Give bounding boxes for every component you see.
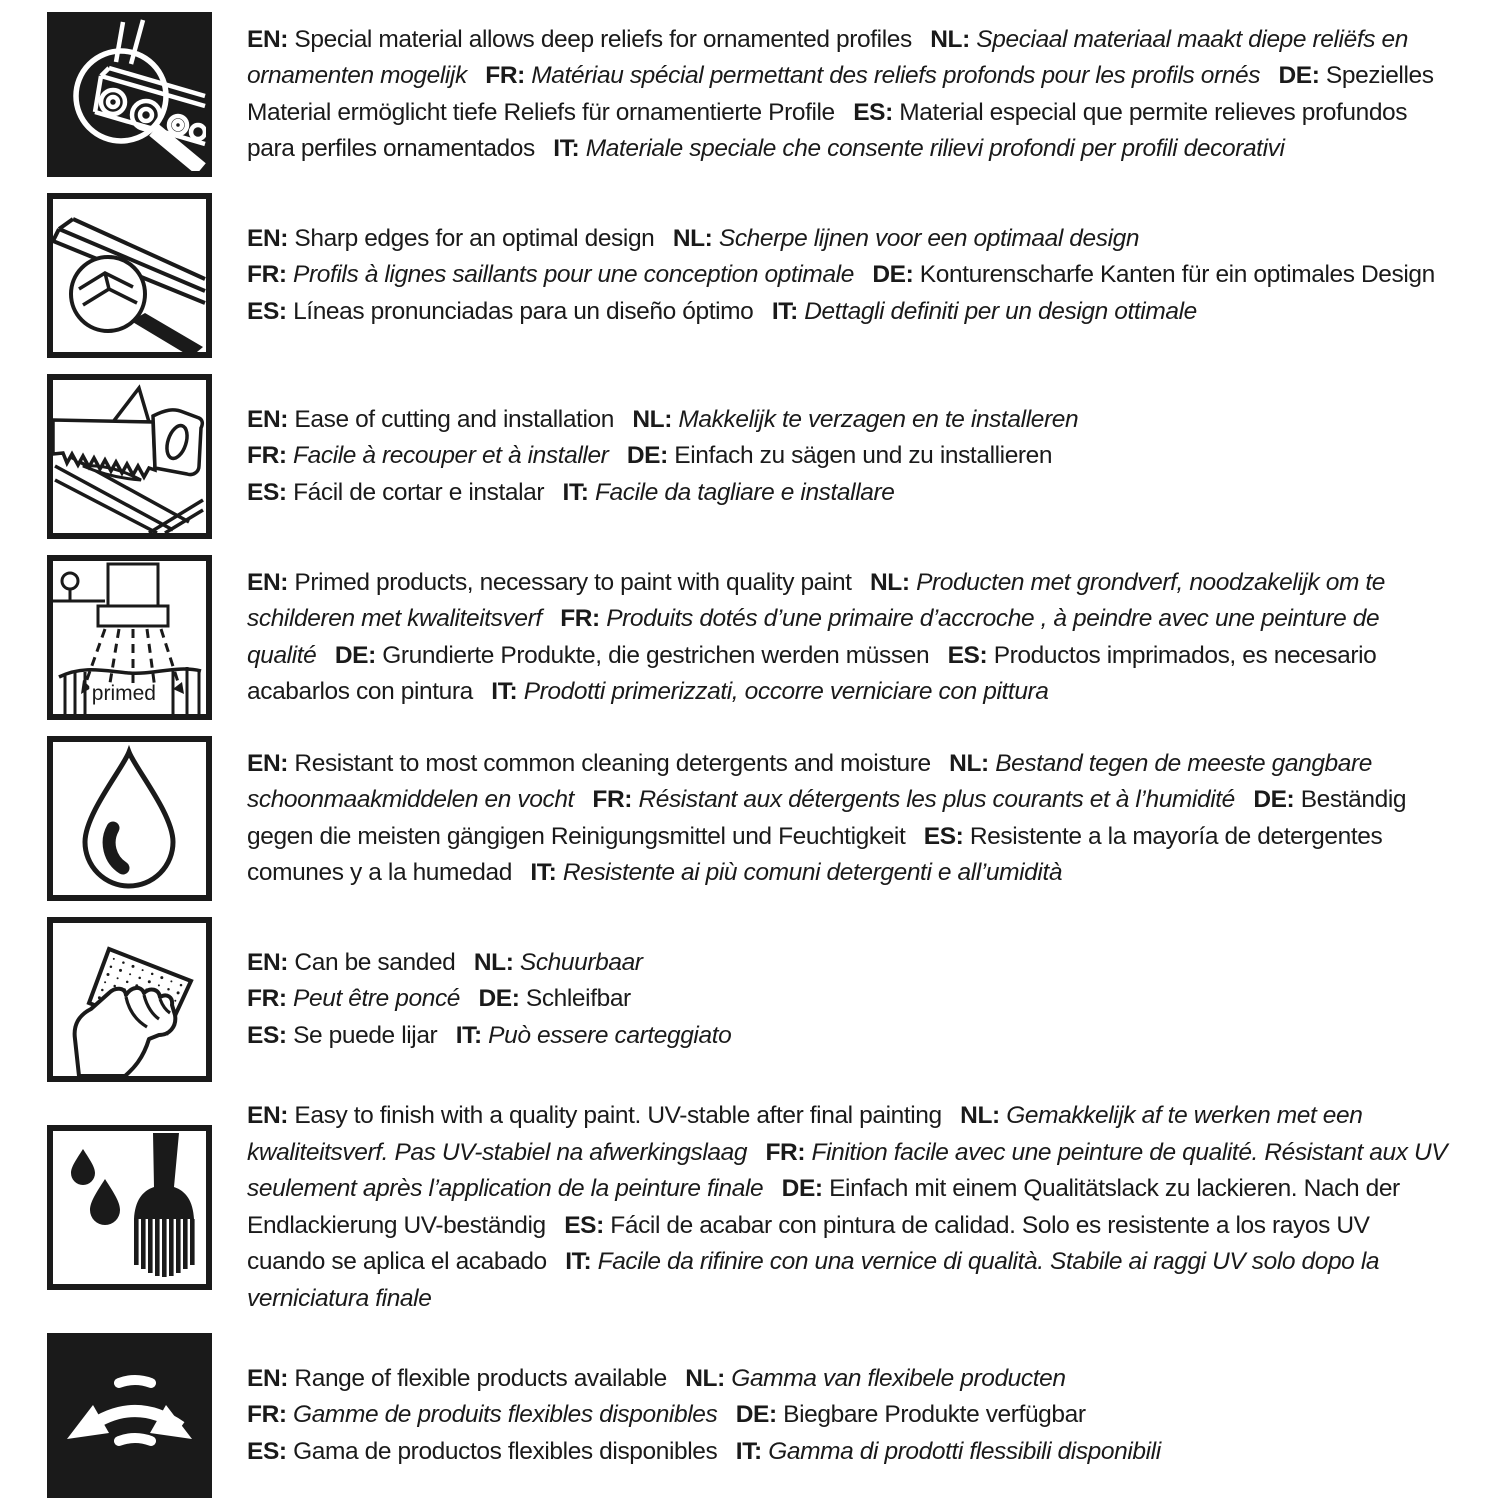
feature-text: Finition facile avec une peinture de qualité. Résistant aux UV seulement après l’application de la peinture finale <box>247 1138 1448 1202</box>
sanding-hand-icon <box>47 917 212 1082</box>
feature-segment-en <box>247 225 654 252</box>
feature-segment-en <box>247 1365 667 1392</box>
language-label-en: EN: <box>247 568 288 596</box>
language-label-it: IT: <box>565 1248 592 1275</box>
feature-text: Easy to finish with a quality paint. UV-stable after final painting <box>294 1102 942 1129</box>
feature-text: Peut être poncé <box>293 985 461 1013</box>
feature-text: Gamma van flexibele producten <box>731 1364 1066 1392</box>
language-label-en: EN: <box>247 1102 288 1129</box>
feature-row <box>47 1098 1452 1317</box>
feature-text: Speciaal materiaal maakt diepe reliëfs en ornamenten mogelijk <box>247 25 1408 89</box>
feature-text: Líneas pronunciadas para un diseño óptimo <box>293 297 754 325</box>
language-label-es: ES: <box>247 1021 287 1049</box>
language-label-it: IT: <box>562 478 589 506</box>
feature-segment-it <box>456 1022 732 1049</box>
feature-row <box>47 555 1452 720</box>
feature-description <box>247 22 1452 168</box>
feature-description <box>247 746 1452 892</box>
feature-segment-it <box>491 678 1048 705</box>
feature-segment-nl <box>685 1365 1065 1392</box>
feature-row <box>47 12 1452 177</box>
feature-segment-en <box>247 569 852 596</box>
feature-text: Facile à recouper et à installer <box>293 442 609 470</box>
feature-text: Produits dotés d’une primaire d’accroche , à peindre avec une peinture de qualité <box>247 605 1380 669</box>
language-label-it: IT: <box>455 1021 482 1049</box>
feature-segment-en <box>247 750 931 777</box>
language-label-en: EN: <box>247 405 288 433</box>
language-label-en: EN: <box>247 224 288 252</box>
language-label-en: EN: <box>247 25 288 53</box>
feature-text: Facile da tagliare e installare <box>594 478 895 506</box>
feature-text: Primed products, necessary to paint with quality paint <box>294 568 852 596</box>
feature-segment-de <box>335 642 929 669</box>
feature-segment-en <box>247 406 614 433</box>
feature-text: Konturenscharfe Kanten für ein optimales Design <box>919 261 1435 289</box>
feature-row <box>47 374 1452 539</box>
feature-row <box>47 1333 1452 1498</box>
icon-caption: primed <box>89 683 159 704</box>
language-label-en: EN: <box>247 1364 288 1392</box>
feature-segment-es <box>247 1022 437 1049</box>
feature-text: Gama de productos flexibles disponibles <box>293 1437 718 1465</box>
feature-text: Fácil de cortar e instalar <box>293 478 545 506</box>
feature-text: Beständig gegen die meisten gängigen Reinigungsmittel und Feuchtigkeit <box>247 786 1407 850</box>
feature-row <box>47 917 1452 1082</box>
feature-text: Resistente ai più comuni detergenti e all’umidità <box>562 859 1063 886</box>
language-label-de: DE: <box>1253 786 1295 813</box>
feature-segment-fr <box>592 786 1235 813</box>
feature-segment-it <box>530 859 1062 886</box>
feature-text: Grundierte Produkte, die gestrichen werden müssen <box>382 641 930 669</box>
feature-text: Spezielles Material ermöglicht tiefe Reliefs für ornamentierte Profile <box>247 62 1434 126</box>
feature-text: Resistente a la mayoría de detergentes comunes y a la humedad <box>247 822 1383 886</box>
feature-text: Resistant to most common cleaning detergents and moisture <box>294 749 931 777</box>
feature-segment-fr <box>247 1401 717 1428</box>
language-label-fr: FR: <box>247 1401 287 1429</box>
language-label-de: DE: <box>478 985 520 1013</box>
language-label-fr: FR: <box>247 442 287 470</box>
language-label-de: DE: <box>735 1401 777 1429</box>
feature-segment-nl <box>474 949 643 976</box>
feature-segment-it <box>563 479 895 506</box>
feature-description <box>247 1098 1452 1317</box>
feature-segment-fr <box>247 985 460 1012</box>
language-label-it: IT: <box>530 859 557 886</box>
language-label-nl: NL: <box>960 1102 1000 1129</box>
language-label-nl: NL: <box>685 1364 725 1392</box>
language-label-it: IT: <box>771 297 798 325</box>
feature-text: Facile da rifinire con una vernice di qualità. Stabile ai raggi UV solo dopo la verniciatura finale <box>247 1248 1380 1312</box>
feature-segment-de <box>736 1401 1086 1428</box>
feature-text: Se puede lijar <box>293 1021 438 1049</box>
language-label-nl: NL: <box>473 948 514 976</box>
language-label-it: IT: <box>491 678 518 705</box>
language-label-fr: FR: <box>485 62 525 89</box>
language-label-nl: NL: <box>949 749 989 777</box>
language-label-de: DE: <box>334 641 376 669</box>
language-label-nl: NL: <box>672 224 713 252</box>
feature-segment-fr <box>247 261 854 288</box>
feature-text: Gamme de produits flexibles disponibles <box>293 1401 718 1429</box>
feature-segment-it <box>553 135 1284 162</box>
feature-segment-fr <box>485 62 1260 89</box>
feature-text: Materiale speciale che consente rilievi profondi per profili decorativi <box>585 135 1285 162</box>
feature-segment-en <box>247 1102 942 1129</box>
language-label-fr: FR: <box>592 786 633 813</box>
feature-text: Prodotti primerizzati, occorre verniciare con pittura <box>523 678 1049 705</box>
feature-text: Profils à lignes saillants pour une conception optimale <box>293 261 854 289</box>
language-label-nl: NL: <box>930 25 970 53</box>
language-label-es: ES: <box>947 641 988 669</box>
feature-row <box>47 193 1452 358</box>
feature-text: Dettagli definiti per un design ottimale <box>804 297 1197 325</box>
feature-row <box>47 736 1452 901</box>
feature-description <box>247 402 1452 512</box>
feature-text: Ease of cutting and installation <box>294 405 614 433</box>
language-label-fr: FR: <box>247 985 287 1013</box>
language-label-fr: FR: <box>765 1138 806 1166</box>
feature-text: Résistant aux détergents les plus courants et à l’humidité <box>638 786 1235 813</box>
feature-text: Scherpe lijnen voor een optimaal design <box>718 224 1140 252</box>
language-label-de: DE: <box>872 261 914 289</box>
ornamented-profile-magnifier-icon <box>47 12 212 177</box>
water-drop-icon <box>47 736 212 901</box>
feature-text: Biegbare Produkte verfügbar <box>783 1401 1086 1429</box>
language-label-it: IT: <box>735 1437 762 1465</box>
flexibility-arrows-icon <box>47 1333 212 1498</box>
language-label-en: EN: <box>247 749 288 777</box>
feature-description <box>247 945 1452 1055</box>
feature-text: Material especial que permite relieves profundos para perfiles ornamentados <box>247 98 1408 162</box>
feature-segment-es <box>247 298 753 325</box>
feature-text: Matériau spécial permettant des reliefs profonds pour les profils ornés <box>531 62 1261 89</box>
language-label-es: ES: <box>247 297 287 325</box>
feature-text: Productos imprimados, es necesario acabarlos con pintura <box>247 641 1377 705</box>
language-label-nl: NL: <box>632 405 672 433</box>
feature-text: Special material allows deep reliefs for ornamented profiles <box>294 25 912 53</box>
language-label-fr: FR: <box>247 261 287 289</box>
feature-segment-de <box>478 985 630 1012</box>
feature-description <box>247 221 1452 331</box>
language-label-en: EN: <box>247 948 288 976</box>
language-label-es: ES: <box>247 478 287 506</box>
feature-text: Schleifbar <box>525 985 631 1013</box>
language-label-de: DE: <box>626 442 668 470</box>
feature-description <box>247 565 1452 711</box>
feature-segment-nl <box>632 406 1078 433</box>
feature-segment-fr <box>247 442 608 469</box>
language-label-es: ES: <box>923 822 964 850</box>
feature-text: Einfach zu sägen und zu installieren <box>674 442 1053 470</box>
feature-segment-nl <box>673 225 1139 252</box>
feature-description <box>247 1361 1452 1471</box>
feature-text: Schuurbaar <box>519 948 643 976</box>
feature-segment-en <box>247 26 912 53</box>
language-label-fr: FR: <box>560 605 600 632</box>
language-label-de: DE: <box>1278 62 1320 89</box>
language-label-de: DE: <box>781 1175 823 1202</box>
feature-text: Producten met grondverf, noodzakelijk om te schilderen met kwaliteitsverf <box>247 568 1386 632</box>
language-label-es: ES: <box>247 1437 287 1465</box>
primer-spray-icon <box>47 555 212 720</box>
feature-text: Range of flexible products available <box>294 1364 667 1392</box>
feature-segment-es <box>247 1438 717 1465</box>
feature-segment-it <box>772 298 1197 325</box>
feature-text: Può essere carteggiato <box>488 1021 732 1049</box>
paint-brush-icon <box>47 1125 212 1290</box>
feature-segment-es <box>247 479 544 506</box>
saw-cutting-icon <box>47 374 212 539</box>
feature-text: Gemakkelijk af te werken met een kwaliteitsverf. Pas UV-stabiel na afwerkingslaag <box>247 1102 1363 1166</box>
sharp-edge-magnifier-icon <box>47 193 212 358</box>
feature-segment-it <box>736 1438 1161 1465</box>
feature-segment-de <box>872 261 1435 288</box>
language-label-it: IT: <box>553 135 580 162</box>
feature-segment-en <box>247 949 455 976</box>
feature-text: Gamma di prodotti flessibili disponibili <box>768 1437 1161 1465</box>
feature-text: Einfach mit einem Qualitätslack zu lackieren. Nach der Endlackierung UV-beständig <box>247 1175 1400 1239</box>
feature-text: Can be sanded <box>294 948 456 976</box>
feature-segment-de <box>627 442 1052 469</box>
feature-text: Sharp edges for an optimal design <box>294 224 655 252</box>
feature-text: Bestand tegen de meeste gangbare schoonmaakmiddelen en vocht <box>247 749 1372 813</box>
language-label-es: ES: <box>853 98 893 126</box>
language-label-nl: NL: <box>870 568 910 596</box>
language-label-es: ES: <box>564 1211 604 1239</box>
feature-text: Makkelijk te verzagen en te installeren <box>678 405 1079 433</box>
feature-text: Fácil de acabar con pintura de calidad. Solo es resistente a los rayos UV cuando se aplica el acabado <box>247 1211 1370 1275</box>
